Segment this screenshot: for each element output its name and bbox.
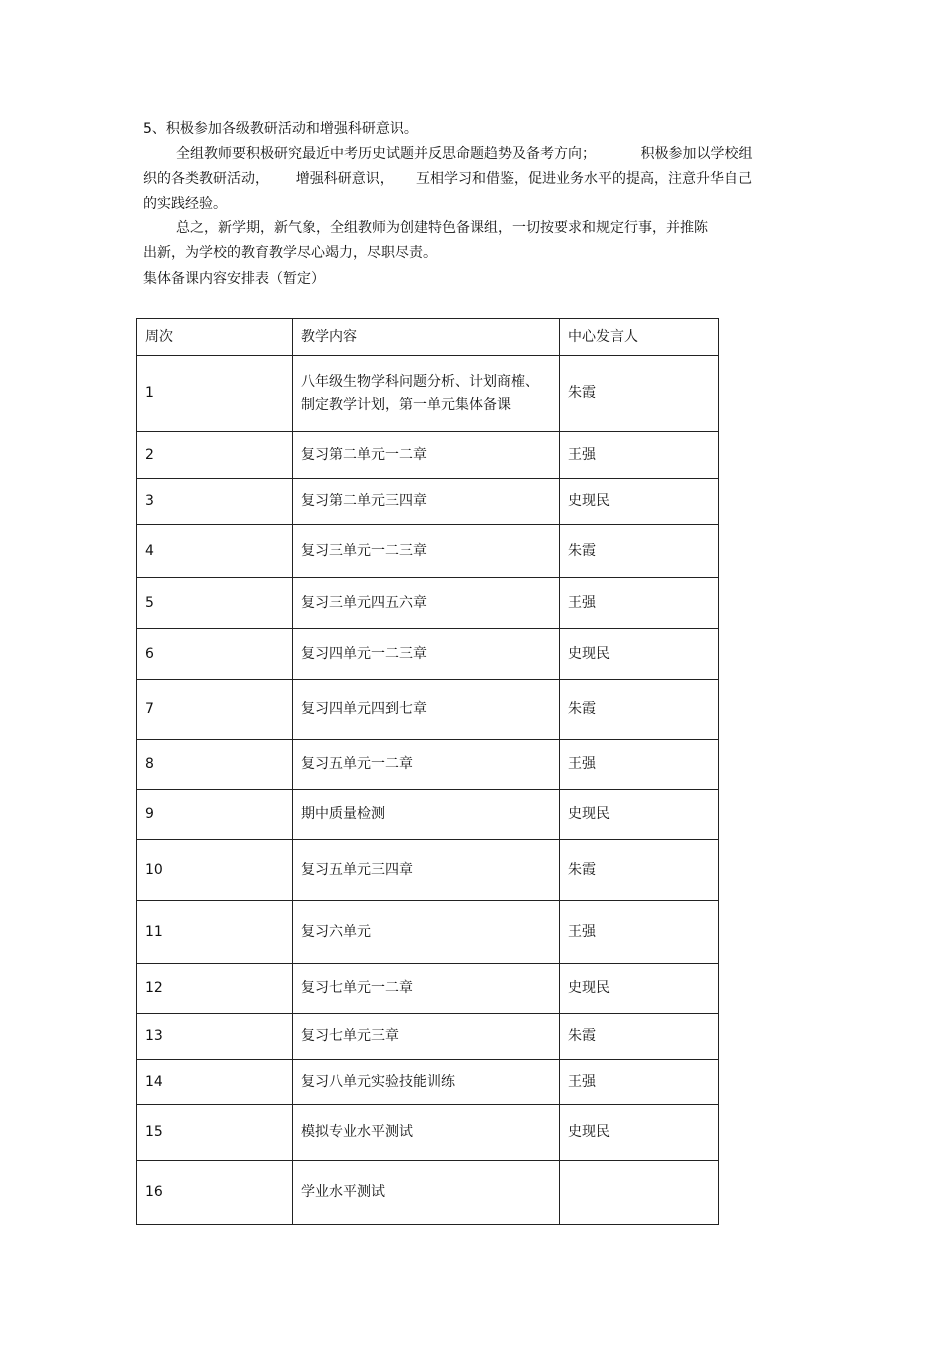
week-cell: 12 xyxy=(137,964,293,1014)
content-cell: 期中质量检测 xyxy=(293,790,560,840)
table-row xyxy=(137,1014,719,1060)
week-cell: 5 xyxy=(137,578,293,629)
speaker-cell: 史现民 xyxy=(560,964,719,1014)
week-cell: 7 xyxy=(137,680,293,740)
header-speaker: 中心发言人 xyxy=(560,319,719,356)
table-row xyxy=(137,680,719,740)
content-cell: 复习四单元四到七章 xyxy=(293,680,560,740)
table-row xyxy=(137,432,719,479)
table-row xyxy=(137,964,719,1014)
table-row xyxy=(137,629,719,680)
speaker-cell: 王强 xyxy=(560,578,719,629)
content-cell: 复习七单元三章 xyxy=(293,1014,560,1060)
speaker-cell: 王强 xyxy=(560,740,719,790)
week-cell: 15 xyxy=(137,1105,293,1161)
table-row xyxy=(137,578,719,629)
speaker-cell: 朱霞 xyxy=(560,1014,719,1060)
paragraph-1-line-1: 全组教师要积极研究最近中考历史试题并反思命题趋势及备考方向； 积极参加以学校组 xyxy=(176,146,753,162)
week-cell: 13 xyxy=(137,1014,293,1060)
table-row xyxy=(137,356,719,432)
content-cell: 学业水平测试 xyxy=(293,1161,560,1225)
speaker-cell: 朱霞 xyxy=(560,840,719,901)
speaker-cell xyxy=(560,1161,719,1225)
section-heading: 5、积极参加各级教研活动和增强科研意识。 xyxy=(143,121,418,137)
content-cell: 复习六单元 xyxy=(293,901,560,964)
table-row xyxy=(137,901,719,964)
content-cell: 复习三单元四五六章 xyxy=(293,578,560,629)
content-cell: 八年级生物学科问题分析、计划商榷、制定教学计划，第一单元集体备课 xyxy=(293,356,560,432)
table-row xyxy=(137,840,719,901)
speaker-cell: 史现民 xyxy=(560,790,719,840)
table-row xyxy=(137,740,719,790)
week-cell: 1 xyxy=(137,356,293,432)
paragraph-1-line-2: 织的各类教研活动， 增强科研意识， 互相学习和借鉴，促进业务水平的提高，注意升华自己 xyxy=(143,171,752,187)
week-cell: 10 xyxy=(137,840,293,901)
content-cell: 模拟专业水平测试 xyxy=(293,1105,560,1161)
content-cell: 复习三单元一二三章 xyxy=(293,525,560,578)
week-cell: 9 xyxy=(137,790,293,840)
week-cell: 16 xyxy=(137,1161,293,1225)
paragraph-2-line-1: 总之，新学期，新气象，全组教师为创建特色备课组，一切按要求和规定行事，并推陈 xyxy=(176,220,708,236)
header-week: 周次 xyxy=(137,319,293,356)
speaker-cell: 朱霞 xyxy=(560,356,719,432)
speaker-cell: 史现民 xyxy=(560,629,719,680)
speaker-cell: 王强 xyxy=(560,901,719,964)
week-cell: 11 xyxy=(137,901,293,964)
week-cell: 3 xyxy=(137,479,293,525)
speaker-cell: 王强 xyxy=(560,1060,719,1105)
content-cell: 复习第二单元一二章 xyxy=(293,432,560,479)
week-cell: 2 xyxy=(137,432,293,479)
content-cell: 复习五单元三四章 xyxy=(293,840,560,901)
content-cell: 复习五单元一二章 xyxy=(293,740,560,790)
table-title: 集体备课内容安排表（暂定） xyxy=(143,271,325,287)
speaker-cell: 史现民 xyxy=(560,479,719,525)
content-cell: 复习四单元一二三章 xyxy=(293,629,560,680)
table-row xyxy=(137,1105,719,1161)
speaker-cell: 史现民 xyxy=(560,1105,719,1161)
week-cell: 6 xyxy=(137,629,293,680)
speaker-cell: 朱霞 xyxy=(560,525,719,578)
week-cell: 14 xyxy=(137,1060,293,1105)
content-cell: 复习七单元一二章 xyxy=(293,964,560,1014)
table-row xyxy=(137,525,719,578)
table-row xyxy=(137,790,719,840)
speaker-cell: 朱霞 xyxy=(560,680,719,740)
table-row xyxy=(137,1161,719,1225)
week-cell: 4 xyxy=(137,525,293,578)
table-row xyxy=(137,1060,719,1105)
table-header-row xyxy=(137,319,719,356)
week-cell: 8 xyxy=(137,740,293,790)
header-content: 教学内容 xyxy=(293,319,560,356)
schedule-table xyxy=(136,318,719,1225)
content-cell: 复习第二单元三四章 xyxy=(293,479,560,525)
paragraph-1-line-3: 的实践经验。 xyxy=(143,196,227,212)
content-cell: 复习八单元实验技能训练 xyxy=(293,1060,560,1105)
table-row xyxy=(137,479,719,525)
speaker-cell: 王强 xyxy=(560,432,719,479)
paragraph-2-line-2: 出新，为学校的教育教学尽心竭力，尽职尽责。 xyxy=(143,245,437,261)
